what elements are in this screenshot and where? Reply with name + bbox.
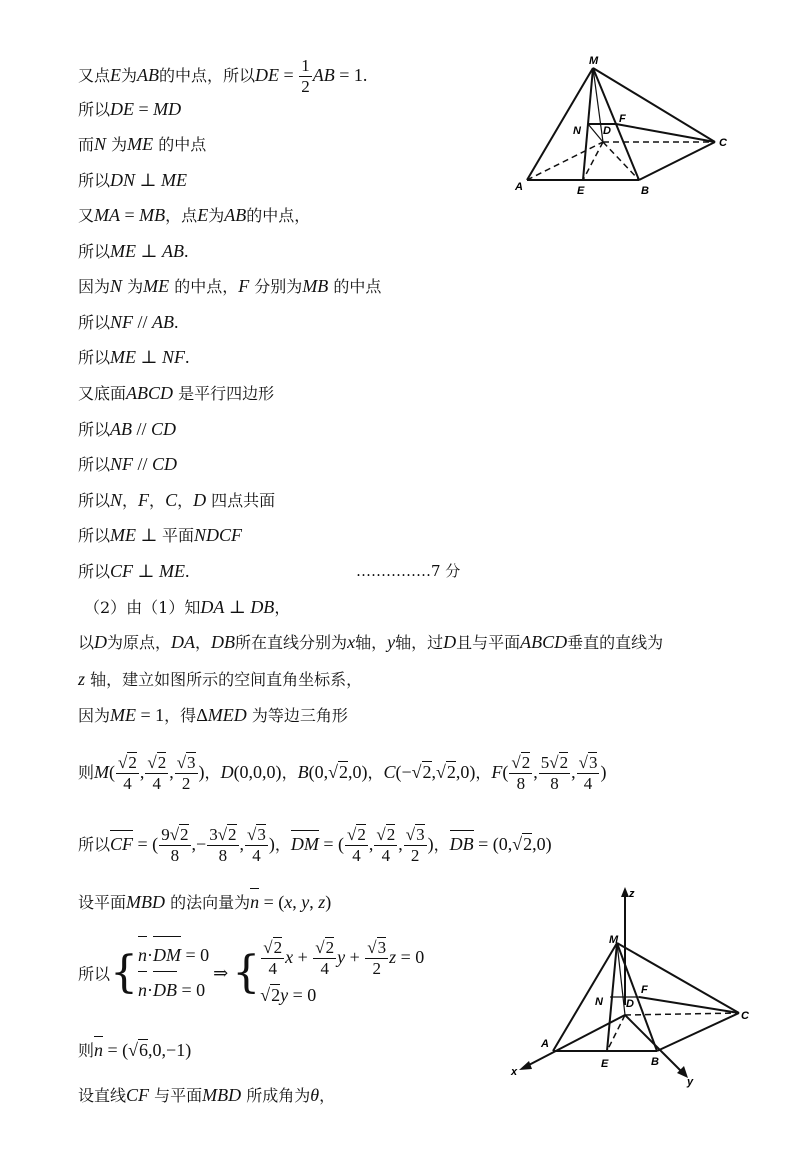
- text-line-3: 而N 为ME 的中点: [78, 134, 207, 154]
- point-label: B: [641, 185, 649, 197]
- text-line-19: 因为ME = 1，得ΔMED 为等边三角形: [78, 705, 348, 725]
- text-line-2: 所以DE = MD: [78, 99, 182, 119]
- text-line-8: 所以NF // AB.: [78, 312, 179, 332]
- axis-label: x: [511, 1066, 518, 1078]
- point-label: M: [589, 55, 599, 67]
- edge-BC: [639, 142, 715, 180]
- text-line-7: 因为N 为ME 的中点，F 分别为MB 的中点: [78, 276, 382, 296]
- point-label: E: [577, 185, 585, 197]
- text-line-17: 以D为原点，DA，DB所在直线分别为x轴，y轴，过D且与平面ABCD垂直的直线为: [78, 632, 664, 652]
- equation-system: 所以{ n·DM = 0 n·DB = 0 ⇒{ $\frac{√2}{4}$ x + $\frac{√2}{4}$ y + $\frac{√3}{2}$ z = 0 √2y = 0: [78, 938, 425, 1005]
- x-axis: [525, 1015, 625, 1067]
- text-line-18: z 轴，建立如图所示的空间直角坐标系，: [78, 669, 363, 689]
- axis-label: y: [687, 1076, 694, 1088]
- text-line-15: 所以CF ⊥ ME.: [78, 561, 190, 581]
- coordinates-line: 则M( $\frac{√2}{4}$ , $\frac{√2}{4}$ , $\frac{√3}{2}$ )，D(0,0,0)，B(0,√2,0)，C(−√2,√2,0)，F( $\frac{√2}{8}$ , $\frac{5√2}{8}$ , $\frac{√3}{4}$ ): [78, 753, 607, 793]
- point-label: N: [573, 125, 581, 137]
- point-label: D: [626, 998, 634, 1010]
- fraction: $\frac{1}{2}$: [301, 56, 310, 96]
- text-line-9: 所以ME ⊥ NF.: [78, 347, 190, 367]
- text-line-1: 又点E为AB的中点，所以DE = $\frac{1}{2}$ AB = 1.: [78, 56, 368, 96]
- text-line-14: 所以ME ⊥ 平面NDCF: [78, 525, 242, 545]
- text-line-10: 又底面ABCD 是平行四边形: [78, 383, 275, 403]
- pyramid-figure-2: [505, 885, 775, 1095]
- point-label: A: [541, 1038, 549, 1050]
- point-label: E: [601, 1058, 609, 1070]
- text-line-20: 设平面MBD 的法向量为n = (x, y, z): [78, 892, 332, 912]
- text-line-11: 所以AB // CD: [78, 419, 177, 439]
- point-label: N: [595, 996, 603, 1008]
- text-line-21: 设直线CF 与平面MBD 所成角为θ，: [78, 1085, 336, 1105]
- axis-label: z: [629, 888, 635, 900]
- vectors-line: 所以CF = ( $\frac{9√2}{8}$ ,− $\frac{3√2}{8}$ , $\frac{√3}{4}$ )，DM = ( $\frac{√2}{4}$ , $\frac{√2}{4}$ , $\frac{√3}{2}$ )，DB = (0,√2,0): [78, 825, 552, 865]
- point-label: C: [719, 137, 727, 149]
- edge-DB: [603, 142, 639, 180]
- text-line-12: 所以NF // CD: [78, 454, 178, 474]
- text-line-16: （2）由（1）知DA ⊥ DB，: [84, 597, 291, 617]
- point-label: M: [609, 934, 619, 946]
- edge-MA: [527, 68, 593, 180]
- normal-vector-line: 则n = (√6,0,−1): [78, 1040, 192, 1060]
- text-line-5: 又MA = MB，点E为AB的中点，: [78, 205, 311, 225]
- point-label: C: [741, 1010, 749, 1022]
- point-label: A: [515, 181, 523, 193]
- edge-BC: [657, 1013, 739, 1051]
- point-label: D: [603, 125, 611, 137]
- z-arrow: [621, 887, 629, 897]
- text-line-4: 所以DN ⊥ ME: [78, 170, 187, 190]
- score-marker: ……………7 分: [356, 562, 461, 580]
- x-arrow: [519, 1061, 532, 1070]
- point-label: F: [641, 984, 648, 996]
- pyramid-figure-1: [505, 52, 745, 202]
- text-line-13: 所以N，F，C，D 四点共面: [78, 490, 276, 510]
- point-label: F: [619, 113, 626, 125]
- point-label: B: [651, 1056, 659, 1068]
- text-line-6: 所以ME ⊥ AB.: [78, 241, 189, 261]
